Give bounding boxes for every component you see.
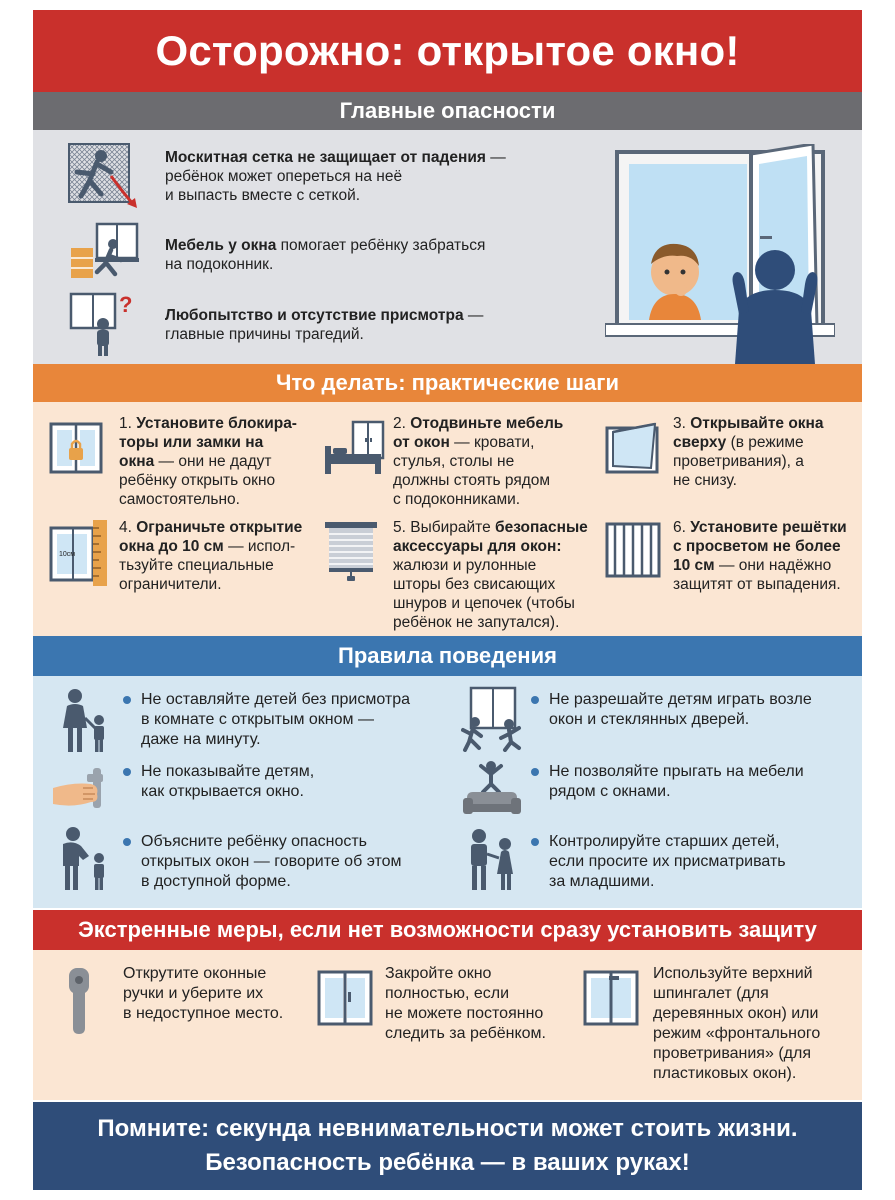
- step-5-text-line-5: шнуров и цепочек (чтобы: [393, 595, 575, 612]
- page-title: Осторожно: открытое окно!: [33, 10, 862, 92]
- emergency-3-text-line-4: режим «фронтального: [653, 1025, 821, 1042]
- step-5-text-line-1: 5. Выбирайте безопасные: [393, 519, 588, 536]
- steps-panel: [33, 402, 862, 636]
- rule-6-text-line-1: Контролируйте старших детей,: [549, 833, 780, 850]
- emergency-3-text: [653, 964, 853, 1084]
- rule-4-text-line-2: рядом с окнами.: [549, 783, 671, 800]
- danger-furniture-rest-2: на подоконник.: [165, 256, 274, 273]
- window-handle-icon: [63, 966, 103, 1036]
- step-6-text: [673, 518, 863, 594]
- danger-furniture-bold: Мебель у окна: [165, 237, 277, 254]
- step-2-text-line-1: 2. Отодвиньте мебель: [393, 415, 564, 432]
- step-4-text-line-3: тьзуйте специальные: [119, 557, 274, 574]
- emergency-3-text-line-1: Используйте верхний: [653, 965, 813, 982]
- emergency-1-text-line-2: ручки и уберите их: [123, 985, 264, 1002]
- step-3-text-line-2: сверху (в режиме: [673, 434, 804, 451]
- step-1-text-line-3: окна — они не дадут: [119, 453, 272, 470]
- dangers-heading: Главные опасности: [33, 92, 862, 130]
- rule-6-bullet: [531, 838, 539, 846]
- danger-net-rest-2: ребёнок может опереться на неё: [165, 168, 403, 185]
- emergency-3-text-line-5: проветривания» (для: [653, 1045, 811, 1062]
- rule-2-bullet: [531, 696, 539, 704]
- step-2-text-line-5: с подоконниками.: [393, 491, 521, 508]
- rule-4-text: [549, 762, 849, 802]
- step-6-text-line-3: 10 см — они надёжно: [673, 557, 832, 574]
- step-1-text-line-1: 1. Установите блокира-: [119, 415, 297, 432]
- open-window-child-illustration: [605, 144, 835, 364]
- footer-banner: [33, 1102, 862, 1190]
- rule-3-bullet: [123, 768, 131, 776]
- window-lock-icon: [49, 422, 103, 474]
- emergency-1-text-line-1: Открутите оконные: [123, 965, 267, 982]
- rule-5-text-line-1: Объясните ребёнку опасность: [141, 833, 368, 850]
- emergency-2-text-line-1: Закройте окно: [385, 965, 492, 982]
- tilt-window-icon: [605, 422, 661, 474]
- rule-1-text-line-3: даже на минуту.: [141, 731, 261, 748]
- emergency-2-text-line-2: полностью, если: [385, 985, 510, 1002]
- rules-heading: Правила поведения: [33, 636, 862, 676]
- step-2-text-line-3: стулья, столы не: [393, 453, 515, 470]
- rule-6-text-line-3: за младшими.: [549, 873, 655, 890]
- footer-line-1: Помните: секунда невнимательности может стоить жизни.: [97, 1115, 798, 1142]
- emergency-2-text-line-3: не можете постоянно: [385, 1005, 544, 1022]
- step-3-text-line-4: не снизу.: [673, 472, 737, 489]
- closed-window-icon: [317, 970, 373, 1026]
- rule-5-bullet: [123, 838, 131, 846]
- rule-2-text-line-2: окон и стеклянных дверей.: [549, 711, 750, 728]
- step-3-text-line-3: проветривания), а: [673, 453, 804, 470]
- hand-handle-icon: [53, 768, 109, 818]
- danger-item-curiosity: [165, 306, 605, 344]
- top-latch-window-icon: [583, 970, 639, 1026]
- step-4-text: [119, 518, 329, 594]
- danger-item-furniture: [165, 236, 605, 274]
- danger-furniture-rest-1: помогает ребёнку забраться: [276, 237, 486, 254]
- curiosity-window-icon: [67, 290, 143, 358]
- step-5-text-line-3: жалюзи и рулонные: [393, 557, 537, 574]
- step-4-text-line-2: окна до 10 см — испол-: [119, 538, 296, 555]
- danger-net-bold: Москитная сетка не защищает от падения: [165, 149, 486, 166]
- rule-1-bullet: [123, 696, 131, 704]
- danger-net-rest-1: —: [485, 149, 506, 166]
- child-jumping-sofa-icon: [461, 758, 523, 820]
- rule-5-text: [141, 832, 471, 892]
- emergency-3-text-line-2: шпингалет (для: [653, 985, 769, 1002]
- rule-1-text-line-1: Не оставляйте детей без присмотра: [141, 691, 411, 708]
- rule-2-text-line-1: Не разрешайте детям играть возле: [549, 691, 812, 708]
- step-1-text: [119, 414, 319, 509]
- window-grille-icon: [605, 522, 661, 578]
- step-5-text-line-6: ребёнок не запутался).: [393, 614, 560, 631]
- step-6-text-line-1: 6. Установите решётки: [673, 519, 847, 536]
- step-2-text-line-2: от окон — кровати,: [393, 434, 535, 451]
- danger-curiosity-bold: Любопытство и отсутствие присмотра: [165, 307, 464, 324]
- svg-text:?: ?: [119, 292, 133, 317]
- danger-curiosity-rest-1: —: [463, 307, 484, 324]
- step-1-text-line-4: ребёнку открыть окно: [119, 472, 276, 489]
- rule-6-text-line-2: если просите их присматривать: [549, 853, 786, 870]
- rule-3-text-line-2: как открывается окно.: [141, 783, 304, 800]
- adult-explaining-icon: [55, 826, 111, 892]
- rule-5-text-line-3: в доступной форме.: [141, 873, 291, 890]
- children-window-icon: [461, 686, 523, 752]
- emergency-heading: Экстренные меры, если нет возможности сразу установить защиту: [33, 910, 862, 950]
- step-2-text-line-4: должны стоять рядом: [393, 472, 551, 489]
- step-1-text-line-5: самостоятельно.: [119, 491, 240, 508]
- rule-2-text: [549, 690, 849, 730]
- danger-curiosity-rest-2: главные причины трагедий.: [165, 326, 364, 343]
- emergency-3-text-line-3: деревянных окон) или: [653, 1005, 819, 1022]
- rule-4-bullet: [531, 768, 539, 776]
- emergency-1-text: [123, 964, 313, 1024]
- footer-line-2: Безопасность ребёнка — в ваших руках!: [205, 1149, 690, 1176]
- rule-6-text: [549, 832, 849, 892]
- limiter-label: 10см: [59, 551, 76, 558]
- rule-3-text: [141, 762, 461, 802]
- step-5-text: [393, 518, 623, 632]
- window-limiter-icon: [49, 520, 109, 586]
- rule-1-text: [141, 690, 461, 750]
- step-3-text-line-1: 3. Открывайте окна: [673, 415, 824, 432]
- emergency-2-text: [385, 964, 585, 1044]
- step-6-text-line-4: защитят от выпадения.: [673, 576, 841, 593]
- rule-4-text-line-1: Не позволяйте прыгать на мебели: [549, 763, 804, 780]
- step-2-text: [393, 414, 613, 509]
- dangers-panel: [33, 130, 862, 364]
- rule-5-text-line-2: открытых окон — говорите об этом: [141, 853, 402, 870]
- step-4-text-line-1: 4. Ограничьте открытие: [119, 519, 303, 536]
- rules-panel: [33, 676, 862, 908]
- emergency-3-text-line-6: пластиковых окон).: [653, 1065, 797, 1082]
- rule-1-text-line-2: в комнате с открытым окном —: [141, 711, 374, 728]
- emergency-panel: [33, 950, 862, 1100]
- step-5-text-line-4: шторы без свисающих: [393, 576, 556, 593]
- danger-item-net: [165, 148, 605, 205]
- step-5-text-line-2: аксессуары для окон:: [393, 538, 562, 555]
- step-3-text: [673, 414, 863, 490]
- step-6-text-line-2: с просветом не более: [673, 538, 841, 555]
- adult-child-icon: [55, 688, 111, 754]
- step-1-text-line-2: торы или замки на: [119, 434, 264, 451]
- danger-net-rest-3: и выпасть вместе с сеткой.: [165, 187, 361, 204]
- siblings-icon: [461, 826, 523, 892]
- move-furniture-icon: [323, 420, 387, 476]
- blinds-icon: [323, 520, 379, 582]
- furniture-climb-icon: [67, 220, 143, 282]
- emergency-1-text-line-3: в недоступное место.: [123, 1005, 284, 1022]
- rule-3-text-line-1: Не показывайте детям,: [141, 763, 315, 780]
- mosquito-net-fall-icon: [67, 142, 143, 212]
- step-4-text-line-4: ограничители.: [119, 576, 222, 593]
- emergency-2-text-line-4: следить за ребёнком.: [385, 1025, 546, 1042]
- steps-heading: Что делать: практические шаги: [33, 364, 862, 402]
